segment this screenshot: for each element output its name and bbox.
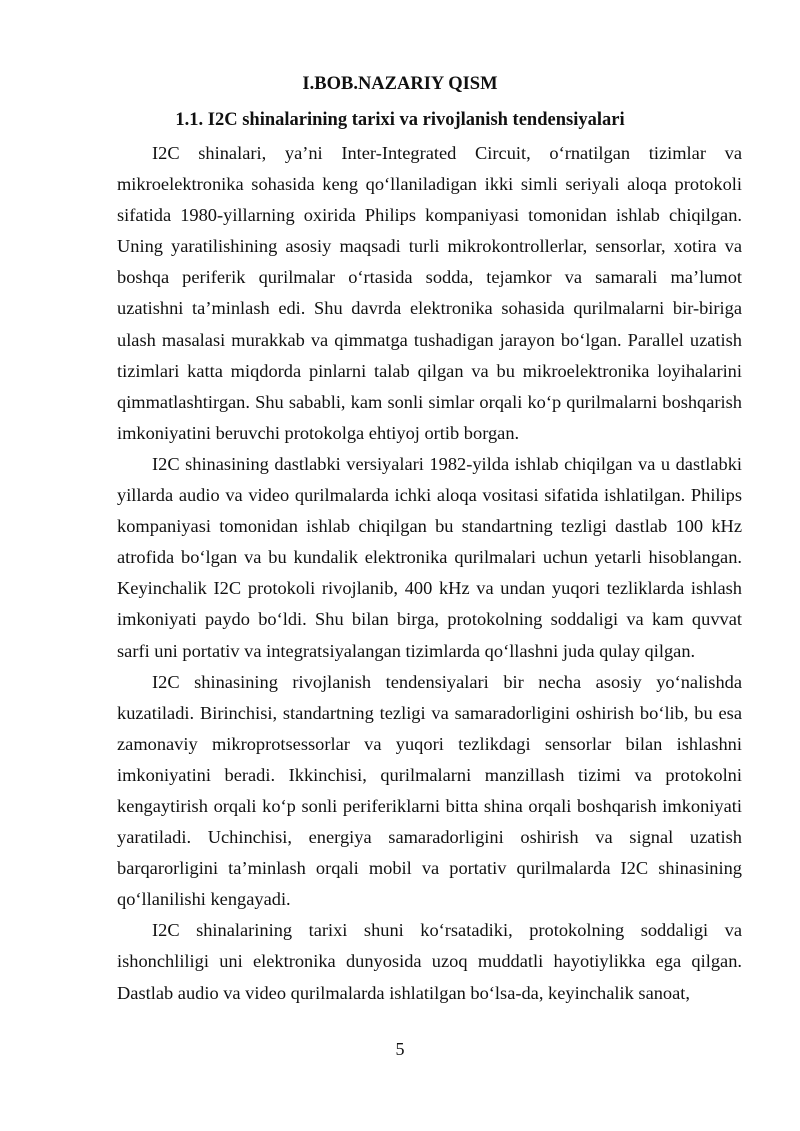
paragraph: I2C shinasining dastlabki versiyalari 1982-yilda ishlab chiqilgan va u dastlabki yillarda audio va video qurilmalarda ichki aloqa vositasi sifatida ishlatilgan. Philips kompaniyasi tomonidan ishlab chiqilgan bu standartning tezligi dastlab 100 kHz atrofida bo‘lgan va bu kundalik elektronika qurilmalari uchun yetarli hisoblangan. Keyinchalik I2C protokoli rivojlanib, 400 kHz va undan yuqori tezliklarda ishlash imkoniyati paydo bo‘ldi. Shu bilan birga, protokolning soddaligi va kam quvvat sarfi uni portativ va integratsiyalangan tizimlarda qo‘llashni juda qulay qilgan. [117, 453, 742, 661]
paragraph: I2C shinasining rivojlanish tendensiyalari bir necha asosiy yo‘nalishda kuzatiladi. Birinchisi, standartning tezligi va samaradorligini oshirish bo‘lib, bu esa zamonaviy mikroprotsessorlar va yuqori tezlikdagi sensorlar bilan ishlashni imkoniyatini beradi. Ikkinchisi, qurilmalarni manzillash tizimi va protokolni kengaytirish orqali ko‘p sonli periferiklarni bitta shina orqali boshqarish imkoniyati yaratiladi. Uchinchisi, energiya samaradorligini oshirish va signal uzatish barqarorligini ta’minlash orqali mobil va portativ qurilmalarda I2C shinasining qo‘llanilishi kengayadi. [117, 671, 742, 910]
body-text [117, 138, 742, 1009]
chapter-title: I.BOB.NAZARIY QISM [302, 74, 498, 94]
section-title: 1.1. I2C shinalarining tarixi va rivojlanish tendensiyalari [175, 110, 625, 130]
paragraph: I2C shinalarining tarixi shuni ko‘rsatadiki, protokolning soddaligi va ishonchliligi uni elektronika dunyosida uzoq muddatli hayotiylikka ega qilgan. Dastlab audio va video qurilmalarda ishlatilgan bo‘lsa-da, keyinchalik sanoat, [117, 920, 742, 1003]
paragraph: I2C shinalari, ya’ni Inter-Integrated Circuit, o‘rnatilgan tizimlar va mikroelektronika sohasida keng qo‘llaniladigan ikki simli seriyali aloqa protokoli sifatida 1980-yillarning oxirida Philips kompaniyasi tomonidan ishlab chiqilgan. Uning yaratilishining asosiy maqsadi turli mikrokontrollerlar, sensorlar, xotira va boshqa periferik qurilmalar o‘rtasida sodda, tejamkor va samarali ma’lumot uzatishni ta’minlash edi. Shu davrda elektronika sohasida qurilmalarni bir-biriga ulash masalasi murakkab va qimmatga tushadigan jarayon bo‘lgan. Parallel uzatish tizimlari katta miqdorda pinlarni talab qilgan va bu mikroelektronika loyihalarini qimmatlashtirgan. Shu sababli, kam sonli simlar orqali ko‘p qurilmalarni boshqarish imkoniyatini beruvchi protokolga ehtiyoj ortib borgan. [117, 143, 742, 443]
page-number: 5 [395, 1039, 405, 1059]
